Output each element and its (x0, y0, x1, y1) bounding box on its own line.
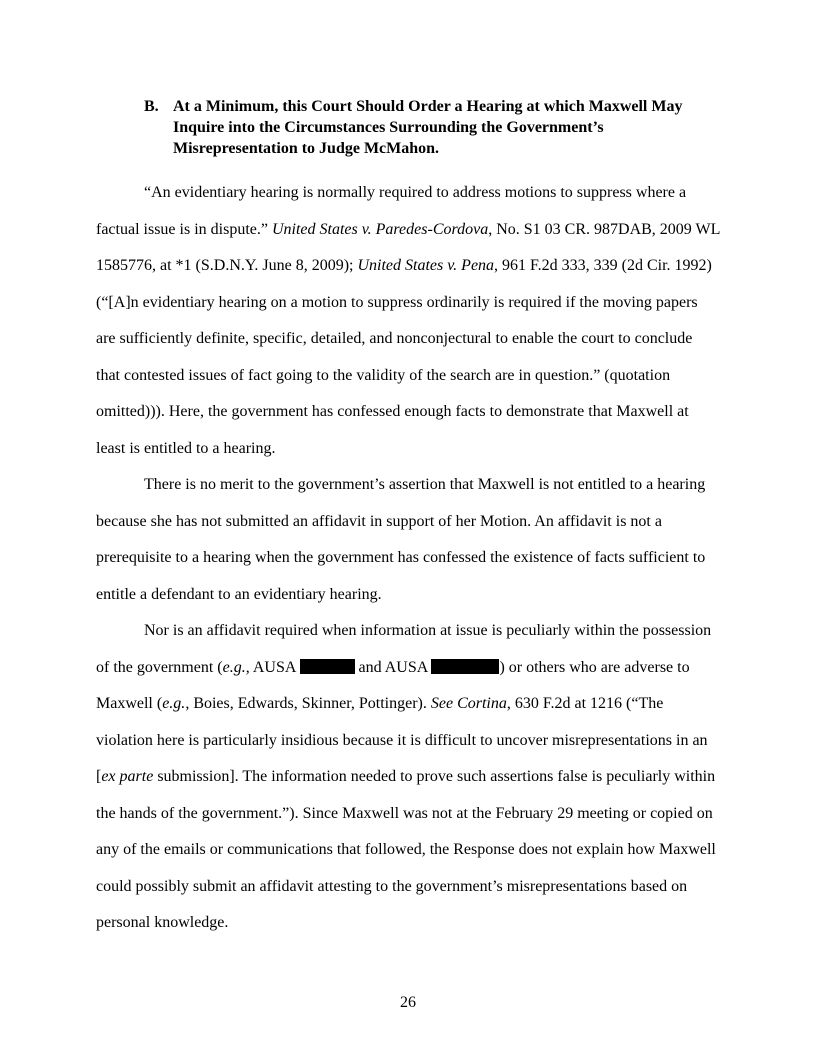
text-run: There is no merit to the government’s assertion that Maxwell is not entitled to a hearing because she has not submitted an affidavit in support of her Motion. An affidavit is not a prerequisite to a hearing when the government has confessed the existence of facts sufficient to entitle a defendant to an evidentiary hearing. (96, 476, 706, 603)
text-run: , 961 F.2d 333, 339 (2d Cir. 1992) (“[A]n evidentiary hearing on a motion to suppress ordinarily is required if the moving papers are sufficiently definite, specific, detailed, and nonconjectural to enable the court to conclude that contested issues of fact going to the validity of the search are in question.” (quotation omitted))). Here, the government has confessed enough facts to demonstrate that Maxwell at least is entitled to a hearing. (96, 257, 712, 457)
page-number: 26 (400, 994, 416, 1011)
text-run: submission]. The information needed to prove such assertions false is peculiarly within the hands of the government.”). Since Maxwell was not at the February 29 meeting or copied on any of the emails or communications that followed, the Response does not explain how Maxwell could possibly submit an affidavit attesting to the government’s misrepresentations based on personal knowledge. (96, 768, 716, 932)
italic-text: United States v. Paredes-Cordova (271, 220, 489, 238)
text-run: , Boies, Edwards, Skinner, Pottinger). (185, 695, 431, 713)
text-run: and AUSA (354, 658, 432, 676)
text-run: “An evidentiary hearing is normally required to address motions to suppress where a factual issue is in dispute.” (96, 184, 687, 238)
italic-text: e.g. (222, 658, 246, 676)
paragraph (96, 467, 720, 613)
paragraph (96, 613, 720, 942)
redaction-box (300, 659, 355, 674)
text-run: , No. S1 03 CR. 987DAB, 2009 WL 1585776, at *1 (S.D.N.Y. June 8, 2009); (96, 220, 720, 275)
paragraph (96, 175, 720, 467)
section-heading-label: B. (144, 98, 159, 115)
italic-text: e.g. (162, 695, 186, 713)
italic-text: United States v. Pena (357, 257, 495, 275)
section-heading (144, 97, 720, 159)
italic-text: ex parte (101, 768, 154, 786)
text-run: , AUSA (245, 658, 300, 676)
text-run: ) or others who are adverse to Maxwell ( (96, 658, 690, 713)
redaction-box (431, 659, 499, 674)
italic-text: See Cortina (430, 695, 507, 713)
text-run: Nor is an affidavit required when information at issue is peculiarly within the possession of the government ( (96, 622, 712, 676)
section-heading-text: At a Minimum, this Court Should Order a Hearing at which Maxwell May Inquire into the Circumstances Surrounding the Government’s Misrepresentation to Judge McMahon. (173, 98, 683, 157)
text-run: , 630 F.2d at 1216 (“The violation here is particularly insidious because it is difficult to uncover misrepresentations in an [ (96, 695, 708, 786)
body-paragraphs (96, 175, 720, 942)
